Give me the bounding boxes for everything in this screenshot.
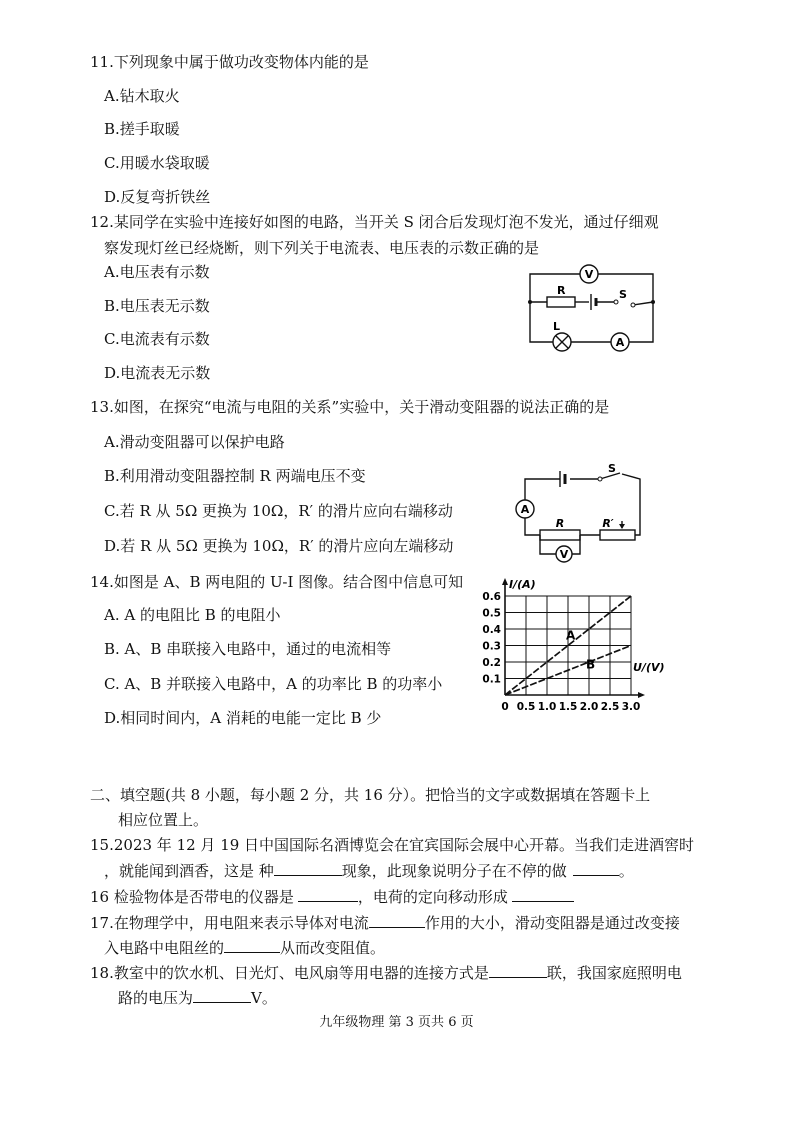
q12-stem-line2: 察发现灯丝已经烧断，则下列关于电流表、电压表的示数正确的是 <box>104 239 540 257</box>
q13-option-d: D.若 R 从 5Ω 更换为 10Ω，R′ 的滑片应向左端移动 <box>104 537 454 555</box>
q15-line2 <box>104 860 634 881</box>
q16-text-a: 16 检验物体是否带电的仪器是 <box>90 888 294 906</box>
voltmeter-label: V <box>584 268 594 281</box>
q17-text-a: 17.在物理学中，用电阻来表示导体对电流 <box>90 914 369 932</box>
y-axis-label: I/(A) <box>509 578 536 591</box>
q17-line2 <box>104 937 385 958</box>
rheostat-label: R′ <box>602 517 614 530</box>
q15-text-a: ，就能闻到酒香，这是 种 <box>104 862 274 880</box>
q15-text-c: 。 <box>618 862 634 880</box>
q18-text-d: V。 <box>251 989 277 1007</box>
q15-text-b: 现象，此现象说明分子在不停的做 <box>341 862 567 880</box>
q17-answer-blank-2[interactable] <box>224 937 280 953</box>
x-tick-label: 2.5 <box>600 701 620 713</box>
q11-stem: 11.下列现象中属于做功改变物体内能的是 <box>90 53 369 71</box>
q14-option-a: A. A 的电阻比 B 的电阻小 <box>104 606 281 624</box>
q13-option-a: A.滑动变阻器可以保护电路 <box>104 433 285 451</box>
q15-answer-blank-1[interactable] <box>274 860 342 876</box>
q12-option-a: A.电压表有示数 <box>104 263 210 281</box>
y-tick-label: 0.1 <box>482 673 501 686</box>
y-axis-arrow <box>502 578 508 585</box>
x-tick-label: 2.0 <box>579 701 599 713</box>
q16-answer-blank-1[interactable] <box>298 886 358 902</box>
q16-line <box>90 886 574 907</box>
q17-text-b: 作用的大小，滑动变阻器是通过改变接 <box>424 914 680 932</box>
x-axis-label: U/(V) <box>633 661 665 674</box>
q18-line1 <box>90 962 682 983</box>
q15-line1: 15.2023 年 12 月 19 日中国国际名酒博览会在宜宾国际会展中心开幕。当我们走进酒窖时 <box>90 836 695 854</box>
q16-answer-blank-2[interactable] <box>512 886 574 902</box>
ammeter-label: A <box>520 503 530 516</box>
x-tick-label: 0 <box>501 701 509 713</box>
section2-title-line2: 相应位置上。 <box>118 811 209 829</box>
switch-label: S <box>608 462 616 475</box>
q12-option-d: D.电流表无示数 <box>104 364 211 382</box>
x-tick-label: 1.5 <box>558 701 578 713</box>
y-tick-label: 0.4 <box>482 624 501 636</box>
y-tick-label: 0.5 <box>482 607 501 620</box>
x-tick-label: 3.0 <box>621 701 641 713</box>
series-label-A: A <box>566 628 576 643</box>
resistor-label: R <box>555 517 565 530</box>
page-footer: 九年级物理 第 3 页共 6 页 <box>319 1015 474 1030</box>
q17-answer-blank-1[interactable] <box>369 912 425 928</box>
ammeter-label: A <box>615 336 625 349</box>
q18-text-b: 联，我国家庭照明电 <box>546 964 682 982</box>
q14-option-c: C. A、B 并联接入电路中，A 的功率比 B 的功率小 <box>104 675 443 693</box>
x-axis-arrow <box>638 692 645 698</box>
q11-option-b: B.搓手取暖 <box>104 120 180 138</box>
q14-stem: 14.如图是 A、B 两电阻的 U-I 图像。结合图中信息可知 <box>90 573 464 591</box>
q18-text-a: 18.教室中的饮水机、日光灯、电风扇等用电器的连接方式是 <box>90 964 489 982</box>
q13-option-c: C.若 R 从 5Ω 更换为 10Ω，R′ 的滑片应向右端移动 <box>104 502 453 520</box>
q18-text-c: 路的电压为 <box>118 989 194 1007</box>
q17-text-c: 入电路中电阻丝的 <box>104 939 225 957</box>
section2-title-line1: 二、填空题(共 8 小题，每小题 2 分，共 16 分）。把恰当的文字或数据填在答题卡上 <box>90 786 651 804</box>
y-tick-label: 0.2 <box>482 657 501 669</box>
q12-option-b: B.电压表无示数 <box>104 297 210 315</box>
series-label-B: B <box>586 657 596 672</box>
q16-text-b: ，电荷的定向移动形成 <box>357 888 508 906</box>
q11-option-d: D.反复弯折铁丝 <box>104 188 211 206</box>
q13-stem: 13.如图，在探究“电流与电阻的关系”实验中，关于滑动变阻器的说法正确的是 <box>90 398 610 416</box>
q12-circuit-diagram <box>525 262 660 357</box>
switch-label: S <box>619 288 627 301</box>
lamp-label: L <box>553 320 561 333</box>
q18-answer-blank-1[interactable] <box>489 962 547 978</box>
q17-text-d: 从而改变阻值。 <box>280 939 386 957</box>
q14-option-d: D.相同时间内，A 消耗的电能一定比 B 少 <box>104 709 382 727</box>
resistor-label: R <box>557 284 566 297</box>
y-tick-label: 0.6 <box>482 591 501 603</box>
q17-line1 <box>90 912 680 933</box>
x-tick-label: 0.5 <box>516 701 536 713</box>
q18-answer-blank-2[interactable] <box>193 987 251 1003</box>
y-tick-label: 0.3 <box>482 640 501 653</box>
q11-option-a: A.钻木取火 <box>104 87 180 105</box>
voltmeter-label: V <box>559 548 569 561</box>
q18-line2 <box>118 987 277 1008</box>
q14-option-b: B. A、B 串联接入电路中，通过的电流相等 <box>104 640 392 658</box>
q12-option-c: C.电流表有示数 <box>104 330 210 348</box>
q13-option-b: B.利用滑动变阻器控制 R 两端电压不变 <box>104 467 366 485</box>
x-tick-label: 1.0 <box>537 701 557 713</box>
q12-stem-line1: 12.某同学在实验中连接好如图的电路，当开关 S 闭合后发现灯泡不发光，通过仔细观 <box>90 213 659 231</box>
q11-option-c: C.用暖水袋取暖 <box>104 154 210 172</box>
q13-circuit-diagram <box>510 462 648 572</box>
q15-answer-blank-2[interactable] <box>573 860 619 876</box>
ui-graph <box>475 572 690 720</box>
